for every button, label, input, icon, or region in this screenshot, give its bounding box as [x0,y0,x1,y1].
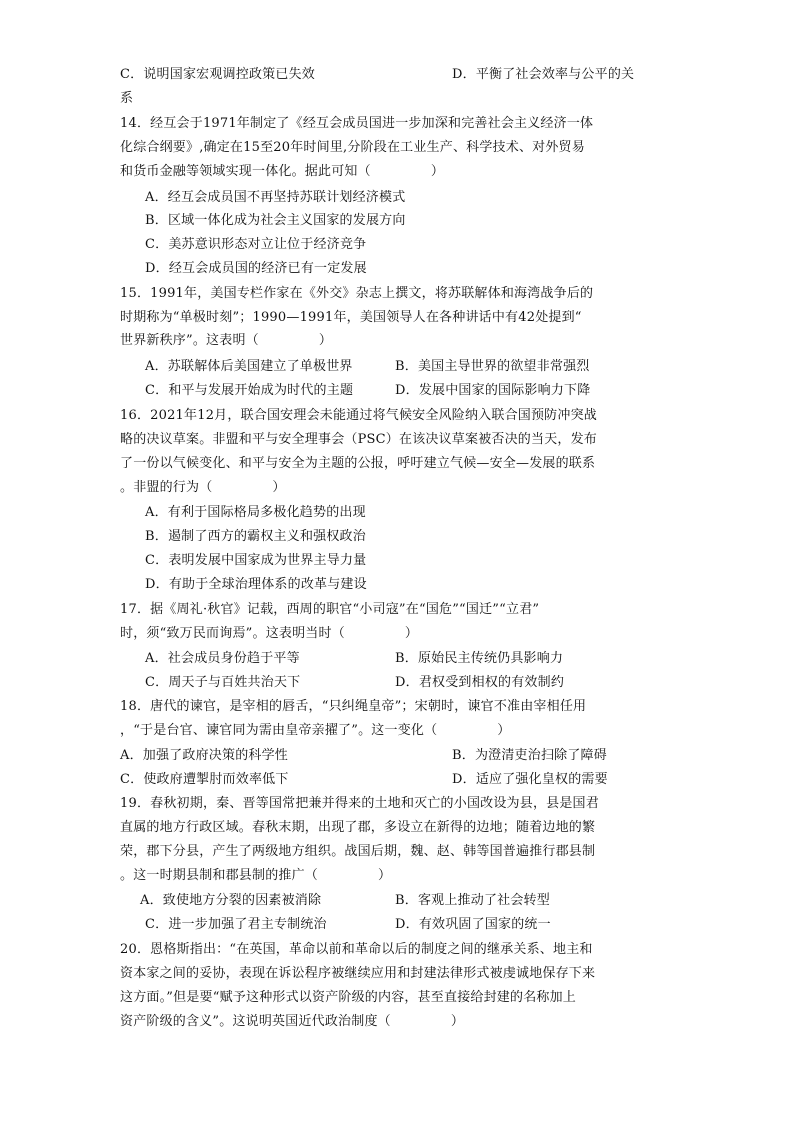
q14-stem-line3: 和货币金融等领域实现一体化。据此可知（ ） [120,164,445,179]
q17-stem-line2: 时，须“致万民而询焉”。这表明当时（ ） [120,626,419,641]
q17-option-a: A．社会成员身份趋于平等 [145,651,300,666]
q20-stem-line1: 20．恩格斯指出：“在英国，革命以前和革命以后的制度之间的继承关系、地主和 [120,942,593,957]
q15-option-c: C．和平与发展开始成为时代的主题 [145,383,354,398]
q19-option-b: B．客观上推动了社会转型 [395,893,550,908]
q18-option-c: C．使政府遭掣肘而效率低下 [120,772,289,787]
q18-option-a: A．加强了政府决策的科学性 [120,748,288,763]
q14-option-d: D．经互会成员国的经济已有一定发展 [145,261,367,276]
q19-option-a: A．致使地方分裂的因素被消除 [140,893,322,908]
q15-stem-line1: 15．1991年，美国专栏作家在《外交》杂志上撰文，将苏联解体和海湾战争后的 [120,286,594,301]
q14-stem-line2: 化综合纲要》,确定在15至20年时间里,分阶段在工业生产、科学技术、对外贸易 [120,140,585,155]
q16-option-a: A．有利于国际格局多极化趋势的出现 [145,505,366,520]
q18-option-d: D．适应了强化皇权的需要 [452,772,608,787]
q17-stem-line1: 17．据《周礼·秋官》记载，西周的职官“小司寇”在“国危”“国迁”“立君” [120,602,540,617]
q14-option-b: B．区域一体化成为社会主义国家的发展方向 [145,213,406,228]
q19-stem-line2: 直属的地方行政区域。春秋末期，出现了郡，多设立在新得的边地；随着边地的繁 [120,820,596,835]
q16-stem-line1: 16．2021年12月，联合国安理会未能通过将气候安全风险纳入联合国预防冲突战 [120,408,597,423]
q15-option-d: D．发展中国家的国际影响力下降 [395,383,591,398]
q19-option-d: D．有效巩固了国家的统一 [395,917,551,932]
q13-option-d: D．平衡了社会效率与公平的关 [452,67,635,82]
q19-stem-line4: 。这一时期县制和郡县制的推广（ ） [120,868,392,883]
q14-option-c: C．美苏意识形态对立让位于经济竞争 [145,237,367,252]
q13-option-d-cont: 系 [120,91,134,106]
q19-stem-line1: 19．春秋初期，秦、晋等国常把兼并得来的土地和灭亡的小国改设为县，县是国君 [120,796,599,811]
q15-option-a: A．苏联解体后美国建立了单极世界 [145,359,353,374]
q16-stem-line3: 了一份以气候变化、和平与安全为主题的公报，呼吁建立气候—安全—发展的联系 [120,456,596,471]
q16-option-c: C．表明发展中国家成为世界主导力量 [145,553,367,568]
q16-option-b: B．遏制了西方的霸权主义和强权政治 [145,529,366,544]
q17-option-b: B．原始民主传统仍具影响力 [395,651,564,666]
q15-stem-line2: 时期称为“单极时刻”；1990—1991年，美国领导人在各种讲话中有42处提到“ [120,310,582,325]
q20-stem-line4: 资产阶级的含义”。这说明英国近代政治制度（ ） [120,1014,465,1029]
q18-stem-line1: 18．唐代的谏官，是宰相的唇舌，“只纠绳皇帝”；宋朝时，谏官不准由宰相任用 [120,699,587,714]
q13-option-c: C．说明国家宏观调控政策已失效 [120,67,315,82]
q16-option-d: D．有助于全球治理体系的改革与建设 [145,577,367,592]
q17-option-d: D．君权受到相权的有效制约 [395,675,565,690]
q16-stem-line2: 略的决议草案。非盟和平与安全理事会（PSC）在该决议草案被否决的当天，发布 [120,432,597,447]
q20-stem-line3: 这方面。”但是要“赋予这种形式以资产阶级的内容，甚至直接给封建的名称加上 [120,990,576,1005]
q19-stem-line3: 荣，郡下分县，产生了两级地方组织。战国后期，魏、赵、韩等国普遍推行郡县制 [120,844,596,859]
q14-option-a: A．经互会成员国不再坚持苏联计划经济模式 [145,190,406,205]
q18-option-b: B．为澄清吏治扫除了障碍 [452,748,607,763]
q17-option-c: C．周天子与百姓共治天下 [145,675,301,690]
q14-stem-line1: 14．经互会于1971年制定了《经互会成员国进一步加深和完善社会主义经济一体 [120,116,594,131]
q15-stem-line3: 世界新秩序”。这表明（ ） [120,333,333,348]
q18-stem-line2: ，“于是台官、谏官同为需由皇帝亲擢了”。这一变化（ ） [120,723,511,738]
q15-option-b: B．美国主导世界的欲望非常强烈 [395,359,590,374]
q19-option-c: C．进一步加强了君主专制统治 [145,917,327,932]
q16-stem-line4: 。非盟的行为（ ） [120,480,286,495]
q20-stem-line2: 资本家之间的妥协，表现在诉讼程序被继续应用和封建法律形式被虔诚地保存下来 [120,966,596,981]
